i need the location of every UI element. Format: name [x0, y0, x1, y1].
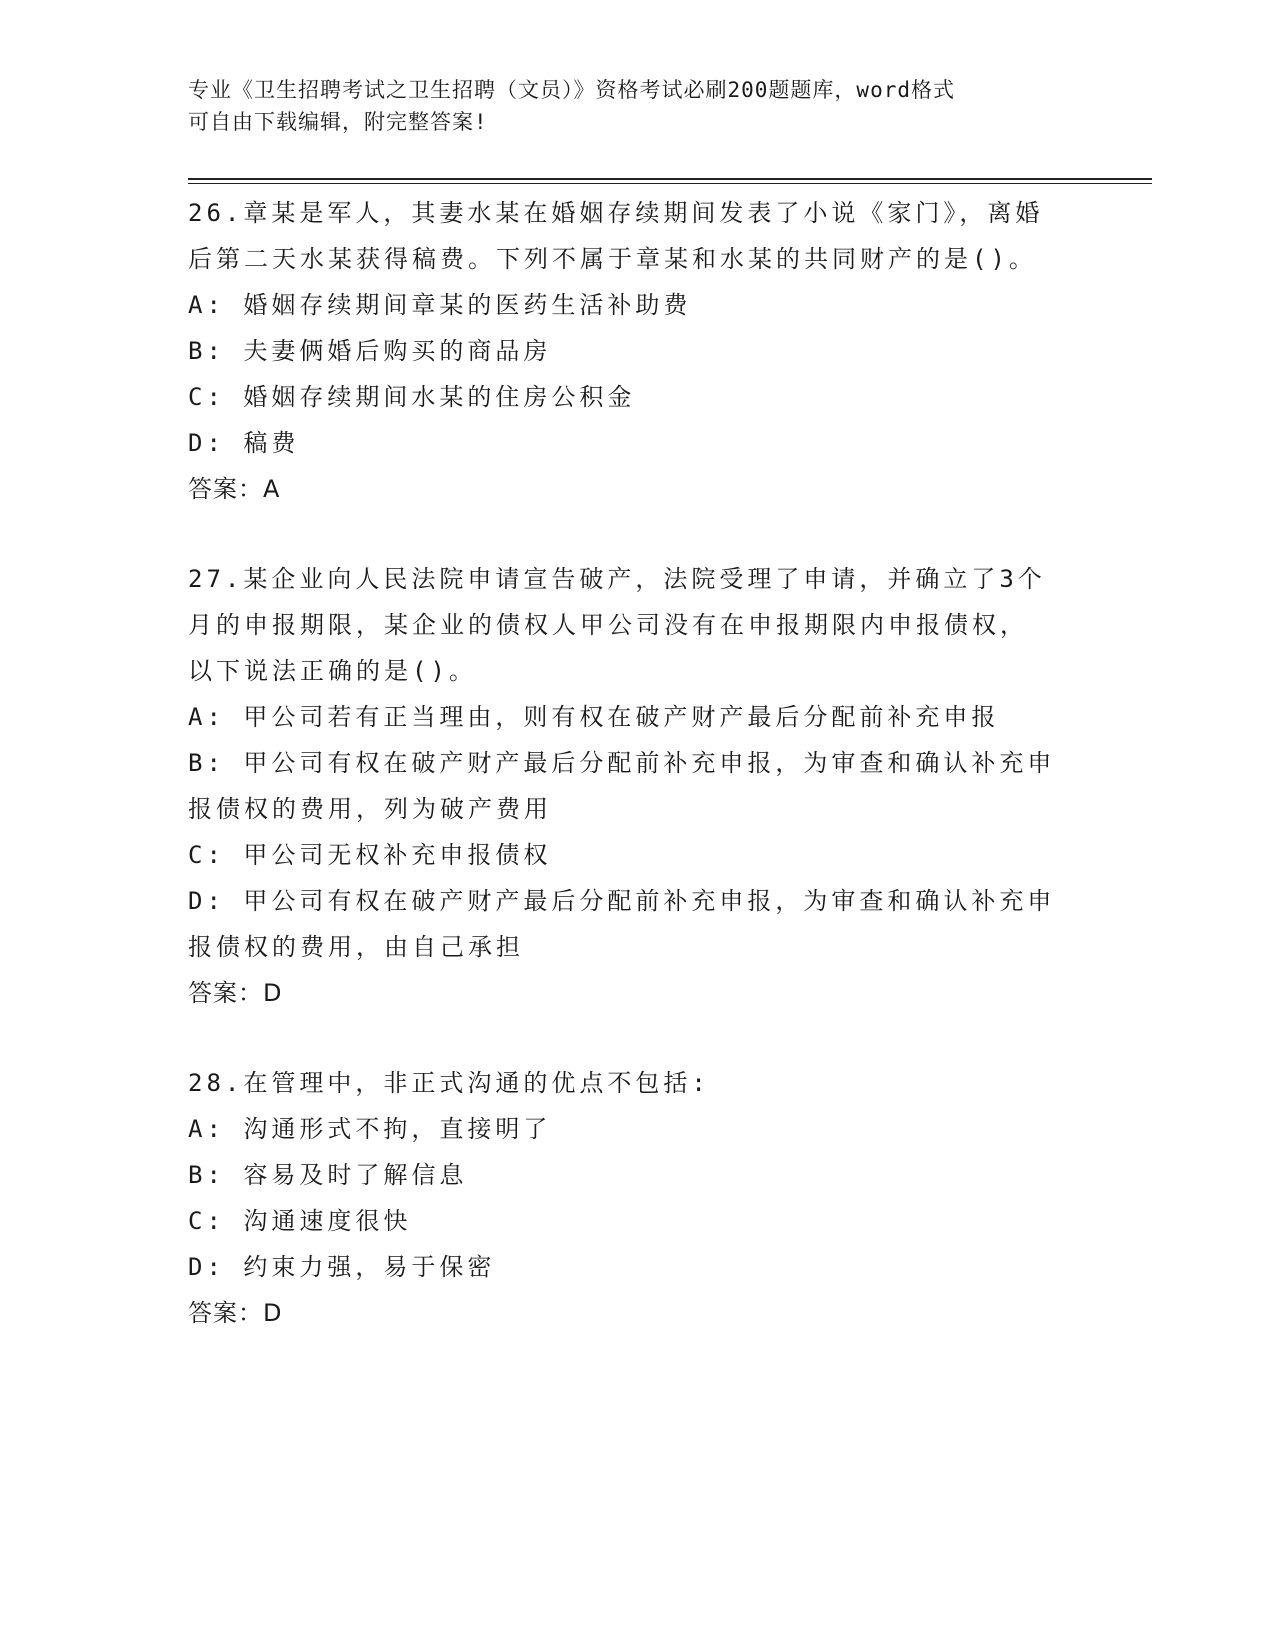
answer-line: 答案：A — [188, 475, 281, 503]
option-a: A: 甲公司若有正当理由，则有权在破产财产最后分配前补充申报 — [188, 703, 1000, 731]
option-c: C: 甲公司无权补充申报债权 — [188, 841, 552, 869]
option-d-continued: 报债权的费用，由自己承担 — [188, 933, 524, 961]
question-list — [188, 190, 1088, 1380]
question-stem-line: 27.某企业向人民法院申请宣告破产，法院受理了申请，并确立了3个 — [188, 565, 1046, 593]
option-c: C: 沟通速度很快 — [188, 1207, 412, 1235]
question-stem-line: 28.在管理中，非正式沟通的优点不包括: — [188, 1069, 710, 1097]
option-b-continued: 报债权的费用，列为破产费用 — [188, 795, 552, 823]
question-stem-line: 26.章某是军人，其妻水某在婚姻存续期间发表了小说《家门》，离婚 — [188, 199, 1044, 227]
option-d: D: 约束力强，易于保密 — [188, 1253, 496, 1281]
option-b: B: 甲公司有权在破产财产最后分配前补充申报，为审查和确认补充申 — [188, 749, 1056, 777]
question-27 — [188, 556, 1088, 1016]
question-26 — [188, 190, 1088, 512]
option-a: A: 婚姻存续期间章某的医药生活补助费 — [188, 291, 692, 319]
answer-line: 答案：D — [188, 979, 283, 1007]
question-stem-line: 月的申报期限，某企业的债权人甲公司没有在申报期限内申报债权， — [188, 611, 1028, 639]
option-a: A: 沟通形式不拘，直接明了 — [188, 1115, 552, 1143]
question-stem-line: 后第二天水某获得稿费。下列不属于章某和水某的共同财产的是()。 — [188, 245, 1037, 273]
question-28 — [188, 1060, 1088, 1336]
question-stem-line: 以下说法正确的是()。 — [188, 657, 477, 685]
option-d: D: 稿费 — [188, 429, 300, 457]
header-divider-thin — [188, 183, 1152, 184]
header-line-1: 专业《卫生招聘考试之卫生招聘（文员）》资格考试必刷200题题库，word格式 — [188, 78, 955, 102]
option-b: B: 容易及时了解信息 — [188, 1161, 468, 1189]
header-line-2: 可自由下载编辑，附完整答案! — [188, 110, 488, 134]
document-header — [188, 74, 1088, 138]
answer-line: 答案：D — [188, 1299, 283, 1327]
option-c: C: 婚姻存续期间水某的住房公积金 — [188, 383, 636, 411]
option-b: B: 夫妻俩婚后购买的商品房 — [188, 337, 552, 365]
option-d: D: 甲公司有权在破产财产最后分配前补充申报，为审查和确认补充申 — [188, 887, 1056, 915]
header-divider-thick — [188, 178, 1152, 180]
